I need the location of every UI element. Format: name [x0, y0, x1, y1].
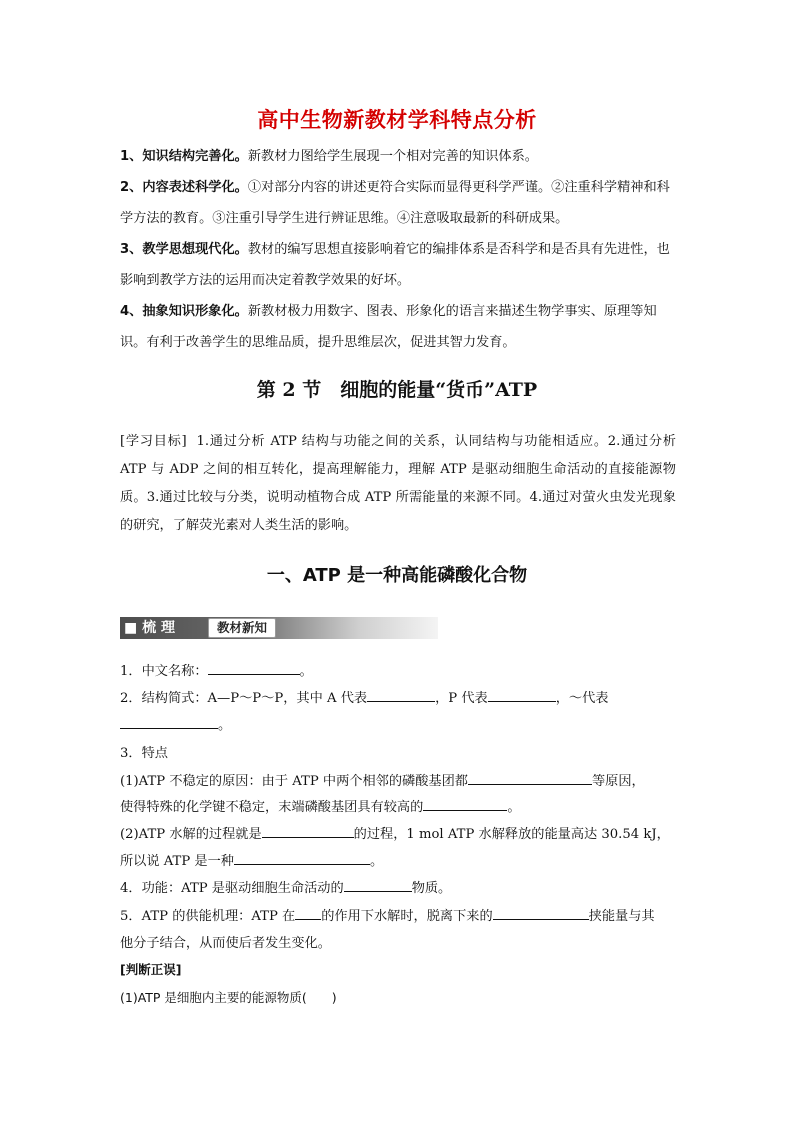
item-3-1 — [120, 770, 680, 789]
learning-goals — [120, 428, 676, 540]
item-3-1-text-a: (1)ATP 不稳定的原因：由于 ATP 中两个相邻的磷酸基团都 — [120, 774, 468, 789]
judge-heading: [判断正误] — [120, 962, 182, 977]
item-3-2-end: 。 — [369, 854, 384, 869]
item-2-cont — [120, 714, 680, 733]
feature-1 — [120, 141, 676, 172]
item-3: 3．特点 — [120, 746, 168, 761]
feature-2 — [120, 172, 676, 234]
blank-field[interactable] — [208, 662, 300, 675]
item-5-text-b: 的作用下水解时，脱离下来的 — [321, 909, 493, 924]
blank-field[interactable] — [468, 772, 592, 785]
item-3-2-text-b: 的过程，1 mol ATP 水解释放的能量高达 30.54 kJ， — [353, 827, 670, 842]
item-5-cont: 他分子结合，从而使后者发生变化。 — [120, 936, 331, 951]
item-3-2-cont — [120, 850, 680, 869]
feature-2-label: 2、内容表述科学化。 — [120, 180, 248, 195]
blank-field[interactable] — [423, 798, 507, 811]
item-5 — [120, 905, 680, 924]
blank-field[interactable] — [120, 716, 218, 729]
item-1 — [120, 660, 680, 679]
item-5-text-c: 挟能量与其 — [588, 909, 655, 924]
item-5-text-a: 5．ATP 的供能机理：ATP 在 — [120, 909, 296, 924]
judge-question-1: (1)ATP 是细胞内主要的能源物质( ) — [120, 990, 337, 1005]
item-3-2 — [120, 823, 680, 842]
item-3-1-end: 。 — [507, 800, 521, 815]
blank-field[interactable] — [234, 852, 370, 865]
item-1-text: 1．中文名称： — [120, 664, 208, 679]
banner-label-left: ■ 梳 理 — [124, 620, 175, 636]
learning-goals-label: [学习目标] — [120, 434, 187, 449]
item-3-2-text-a: (2)ATP 水解的过程就是 — [120, 827, 262, 842]
feature-1-text: 新教材力图给学生展现一个相对完善的知识体系。 — [247, 149, 538, 164]
item-3-1-text-c: 使得特殊的化学键不稳定，末端磷酸基团具有较高的 — [120, 800, 424, 815]
blank-field[interactable] — [262, 825, 354, 838]
item-4-text-a: 4．功能：ATP 是驱动细胞生命活动的 — [120, 881, 344, 896]
section-title: 第 2 节 细胞的能量“货币”ATP — [256, 379, 538, 401]
item-4-text-b: 物质。 — [411, 881, 452, 896]
feature-3 — [120, 234, 676, 296]
blank-field[interactable] — [344, 879, 412, 892]
blank-field[interactable] — [367, 689, 435, 702]
item-1-end: 。 — [299, 664, 313, 679]
subsection-title: 一、ATP 是一种高能磷酸化合物 — [266, 565, 528, 586]
item-2-text-c: ，～代表 — [555, 691, 609, 706]
review-banner — [120, 617, 438, 639]
feature-2-text: ①对部分内容的讲述更符合实际而显得更科学严谨。②注重科学精神和科学方法的教育。③注重引导学生进行辨证思维。④注意吸取最新的科研成果。 — [120, 180, 670, 226]
feature-3-text: 教材的编写思想直接影响着它的编排体系是否科学和是否具有先进性，也影响到教学方法的运用而决定着教学效果的好坏。 — [120, 242, 670, 288]
item-2-end: 。 — [218, 718, 232, 733]
feature-3-label: 3、教学思想现代化。 — [120, 242, 248, 257]
feature-4-text: 新教材极力用数字、图表、形象化的语言来描述生物学事实、原理等知识。有利于改善学生的思维品质，提升思维层次，促进其智力发育。 — [120, 304, 657, 350]
feature-1-label: 1、知识结构完善化。 — [120, 149, 248, 164]
item-2-text-a: 2．结构简式：A—P～P～P，其中 A 代表 — [120, 691, 368, 706]
item-2-text-b: ，P 代表 — [435, 691, 488, 706]
blank-field[interactable] — [295, 907, 321, 920]
blank-field[interactable] — [488, 689, 556, 702]
item-3-2-text-c: 所以说 ATP 是一种 — [120, 854, 234, 869]
learning-goals-text: 1.通过分析 ATP 结构与功能之间的关系，认同结构与功能相适应。2.通过分析 ATP 与 ADP 之间的相互转化，提高理解能力，理解 ATP 是驱动细胞生命活动的直接能源物质。3.通过比较与分类，说明动植物合成 ATP 所需能量的来源不同。4.通过对萤火虫发光现象的研究，了解荧光素对人类生活的影响。 — [120, 434, 676, 533]
feature-4-label: 4、抽象知识形象化。 — [120, 304, 248, 319]
item-3-1-cont — [120, 796, 680, 815]
item-3-1-text-b: 等原因， — [591, 774, 645, 789]
blank-field[interactable] — [493, 907, 589, 920]
feature-4 — [120, 296, 676, 358]
item-4 — [120, 877, 680, 896]
page-title: 高中生物新教材学科特点分析 — [257, 108, 537, 132]
item-2 — [120, 687, 680, 706]
banner-label-right: 教材新知 — [208, 618, 276, 638]
